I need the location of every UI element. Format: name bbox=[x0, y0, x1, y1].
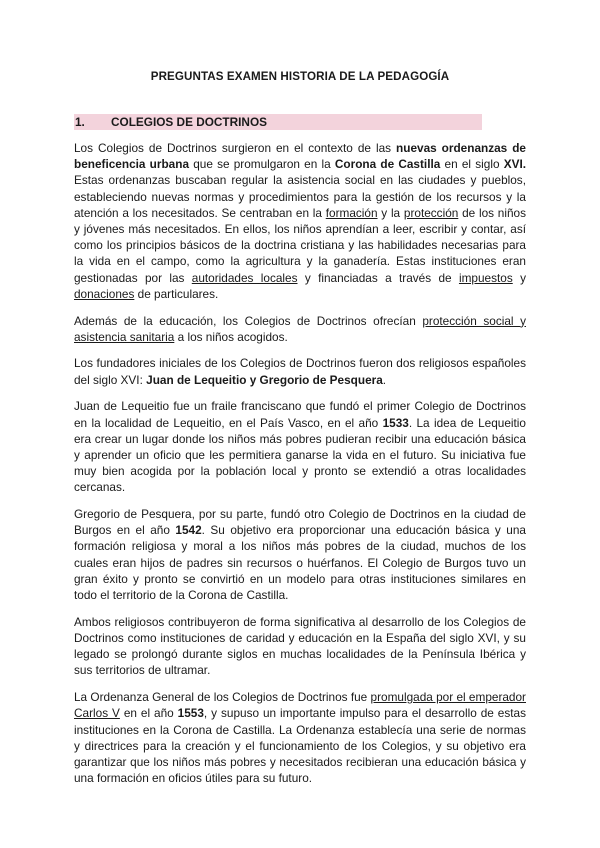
text-run: . La idea de Lequeitio era crear un lugar donde los niños más pobres pudieran recibir una educación básica y aprender un oficio que les permitiera ganarse la vida en el futuro. Su iniciativa fue muy bien acogida por la población local y pronto se extendió a otras localidades cercanas. bbox=[74, 415, 526, 495]
text-run: , y supuso un importante impulso para el desarrollo de estas instituciones en la Corona de Castilla. La Ordenanza establecía una serie de normas y directrices para la creación y el funcionamiento de los Colegios, y su objetivo era garantizar que los niños más pobres y necesitados recibieran una educación básica y una formación en oficios útiles para su futuro. bbox=[74, 706, 526, 786]
bold-run: Juan de Lequeitio y Gregorio de Pesquera bbox=[146, 372, 383, 387]
text-run: y la bbox=[377, 205, 404, 220]
bold-run: Corona de Castilla bbox=[334, 157, 441, 172]
paragraph-6 bbox=[74, 614, 526, 679]
bold-run: 1533 bbox=[382, 415, 409, 430]
text-run: Gregorio de Pesquera, por su parte, fundó otro Colegio de Doctrinos en la ciudad de Burgos en el año bbox=[74, 507, 526, 538]
section-title: COLEGIOS DE DOCTRINOS bbox=[111, 115, 267, 129]
text-run: y bbox=[512, 270, 526, 285]
text-run: Estas ordenanzas buscaban regular la asistencia social en las ciudades y pueblos, estableciendo nuevas normas y procedimientos para la gestión de los recursos y la atención a los necesitados. Se centraban en la bbox=[74, 173, 526, 220]
text-run: en el siglo bbox=[440, 157, 504, 172]
text-run: y financiadas a través de bbox=[297, 270, 459, 285]
section-heading bbox=[74, 114, 482, 130]
underlined-run: protección social y asistencia sanitaria bbox=[74, 313, 526, 344]
bold-run: XVI. bbox=[503, 157, 526, 172]
underlined-run: promulgada por el emperador Carlos V bbox=[74, 690, 526, 721]
underlined-run: impuestos bbox=[458, 270, 513, 285]
underlined-run: autoridades locales bbox=[191, 270, 298, 285]
text-run: de los niños y jóvenes más necesitados. En ellos, los niños aprendían a leer, escribir y contar, así como los principios básicos de la doctrina cristiana y las habilidades necesarias para la vida en el campo, como la agricultura y la ganadería. Estas instituciones eran gestionadas por las bbox=[74, 205, 526, 285]
document-title: PREGUNTAS EXAMEN HISTORIA DE LA PEDAGOGÍA bbox=[150, 70, 450, 83]
text-run: . Su objetivo era proporcionar una educación básica y una formación religiosa y moral a los niños más pobres de la ciudad, muchos de los cuales eran hijos de padres sin recursos o huérfanos. El Colegio de Burgos tuvo un gran éxito y pronto se convirtió en un modelo para otras instituciones similares en todo el territorio de la Corona de Castilla. bbox=[74, 523, 526, 603]
text-run: a los niños acogidos. bbox=[174, 329, 288, 344]
text-run: . bbox=[382, 372, 387, 387]
text-run: que se promulgaron en la bbox=[189, 157, 335, 172]
text-run: Los Colegios de Doctrinos surgieron en el contexto de las bbox=[74, 141, 397, 155]
bold-run: 1553 bbox=[177, 706, 204, 721]
text-run: Además de la educación, los Colegios de Doctrinos ofrecían bbox=[74, 313, 423, 328]
underlined-run: protección bbox=[403, 205, 459, 220]
underlined-run: formación bbox=[325, 205, 378, 220]
text-run: de particulares. bbox=[134, 286, 219, 301]
text-run: Juan de Lequeitio fue un fraile franciscano que fundó el primer Colegio de Doctrinos en la localidad de Lequeitio, en el País Vasco, en el año bbox=[74, 399, 526, 430]
text-run: Ambos religiosos contribuyeron de forma significativa al desarrollo de los Colegios de Doctrinos como instituciones de caridad y educación en la España del siglo XVI, y su legado se prolongó durante siglos en muchas localidades de la Península Ibérica y sus territorios de ultramar. bbox=[74, 614, 526, 678]
paragraph-1 bbox=[74, 140, 526, 302]
paragraph-4 bbox=[74, 398, 526, 495]
text-run: Los fundadores iniciales de los Colegios de Doctrinos fueron dos religiosos españoles del siglo XVI: bbox=[74, 356, 526, 387]
paragraph-2 bbox=[74, 313, 526, 345]
text-run: La Ordenanza General de los Colegios de Doctrinos fue bbox=[74, 690, 371, 705]
paragraph-5 bbox=[74, 506, 526, 603]
bold-run: 1542 bbox=[175, 523, 202, 538]
body-text bbox=[74, 140, 526, 797]
section-number: 1. bbox=[75, 115, 85, 129]
bold-run: nuevas ordenanzas de beneficencia urbana bbox=[74, 141, 526, 172]
text-run: en el año bbox=[119, 706, 178, 721]
paragraph-7 bbox=[74, 689, 526, 786]
paragraph-3 bbox=[74, 355, 526, 387]
underlined-run: donaciones bbox=[74, 286, 135, 301]
